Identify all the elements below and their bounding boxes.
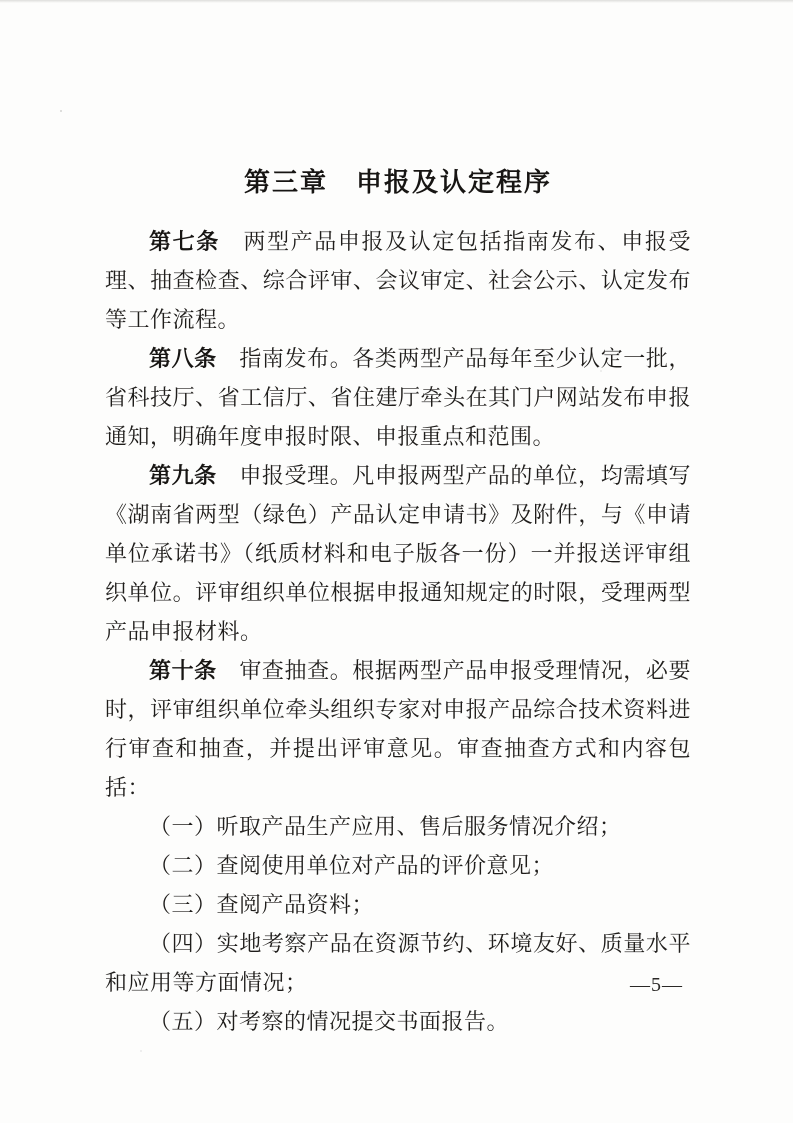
paragraph-text: 指南发布。各类两型产品每年至少认定一批，省科技厅、省工信厅、省住建厅牵头在其门户网站发布申报通知，明确年度申报时限、申报重点和范围。 <box>105 346 691 449</box>
article-number: 第七条 <box>149 229 220 254</box>
paragraph-text: 审查抽查。根据两型产品申报受理情况，必要时，评审组织单位牵头组织专家对申报产品综合技术资料进行审查和抽查，并提出评审意见。审查抽查方式和内容包括： <box>105 658 691 800</box>
paragraph <box>105 339 691 456</box>
paragraph <box>105 456 691 651</box>
document-content <box>105 166 691 1041</box>
paragraph-text: 申报受理。凡申报两型产品的单位，均需填写《湖南省两型（绿色）产品认定申请书》及附件，与《申请单位承诺书》（纸质材料和电子版各一份）一并报送评审组织单位。评审组织单位根据申报通知规定的时限，受理两型产品申报材料。 <box>105 463 691 644</box>
paragraph <box>105 885 691 924</box>
paragraph <box>105 924 691 1002</box>
paragraph <box>105 846 691 885</box>
paragraph-text: 两型产品申报及认定包括指南发布、申报受理、抽查检查、综合评审、会议审定、社会公示、认定发布等工作流程。 <box>105 229 691 332</box>
paragraph-text: （一）听取产品生产应用、售后服务情况介绍； <box>149 814 622 839</box>
chapter-title: 第三章 申报及认定程序 <box>243 168 552 197</box>
page-number: —5— <box>630 974 683 996</box>
article-number: 第八条 <box>149 346 217 371</box>
scan-noise <box>60 110 62 112</box>
paragraph-text: （四）实地考察产品在资源节约、环境友好、质量水平和应用等方面情况； <box>105 931 691 995</box>
paragraph <box>105 651 691 807</box>
paragraph-text: （三）查阅产品资料； <box>149 892 375 917</box>
paragraph <box>105 1002 691 1041</box>
paragraph <box>105 807 691 846</box>
article-number: 第九条 <box>149 463 217 488</box>
paragraph-text: （五）对考察的情况提交书面报告。 <box>149 1009 510 1034</box>
document-body <box>105 222 691 1041</box>
paragraph <box>105 222 691 339</box>
article-number: 第十条 <box>149 658 217 683</box>
paragraph-text: （二）查阅使用单位对产品的评价意见； <box>149 853 555 878</box>
